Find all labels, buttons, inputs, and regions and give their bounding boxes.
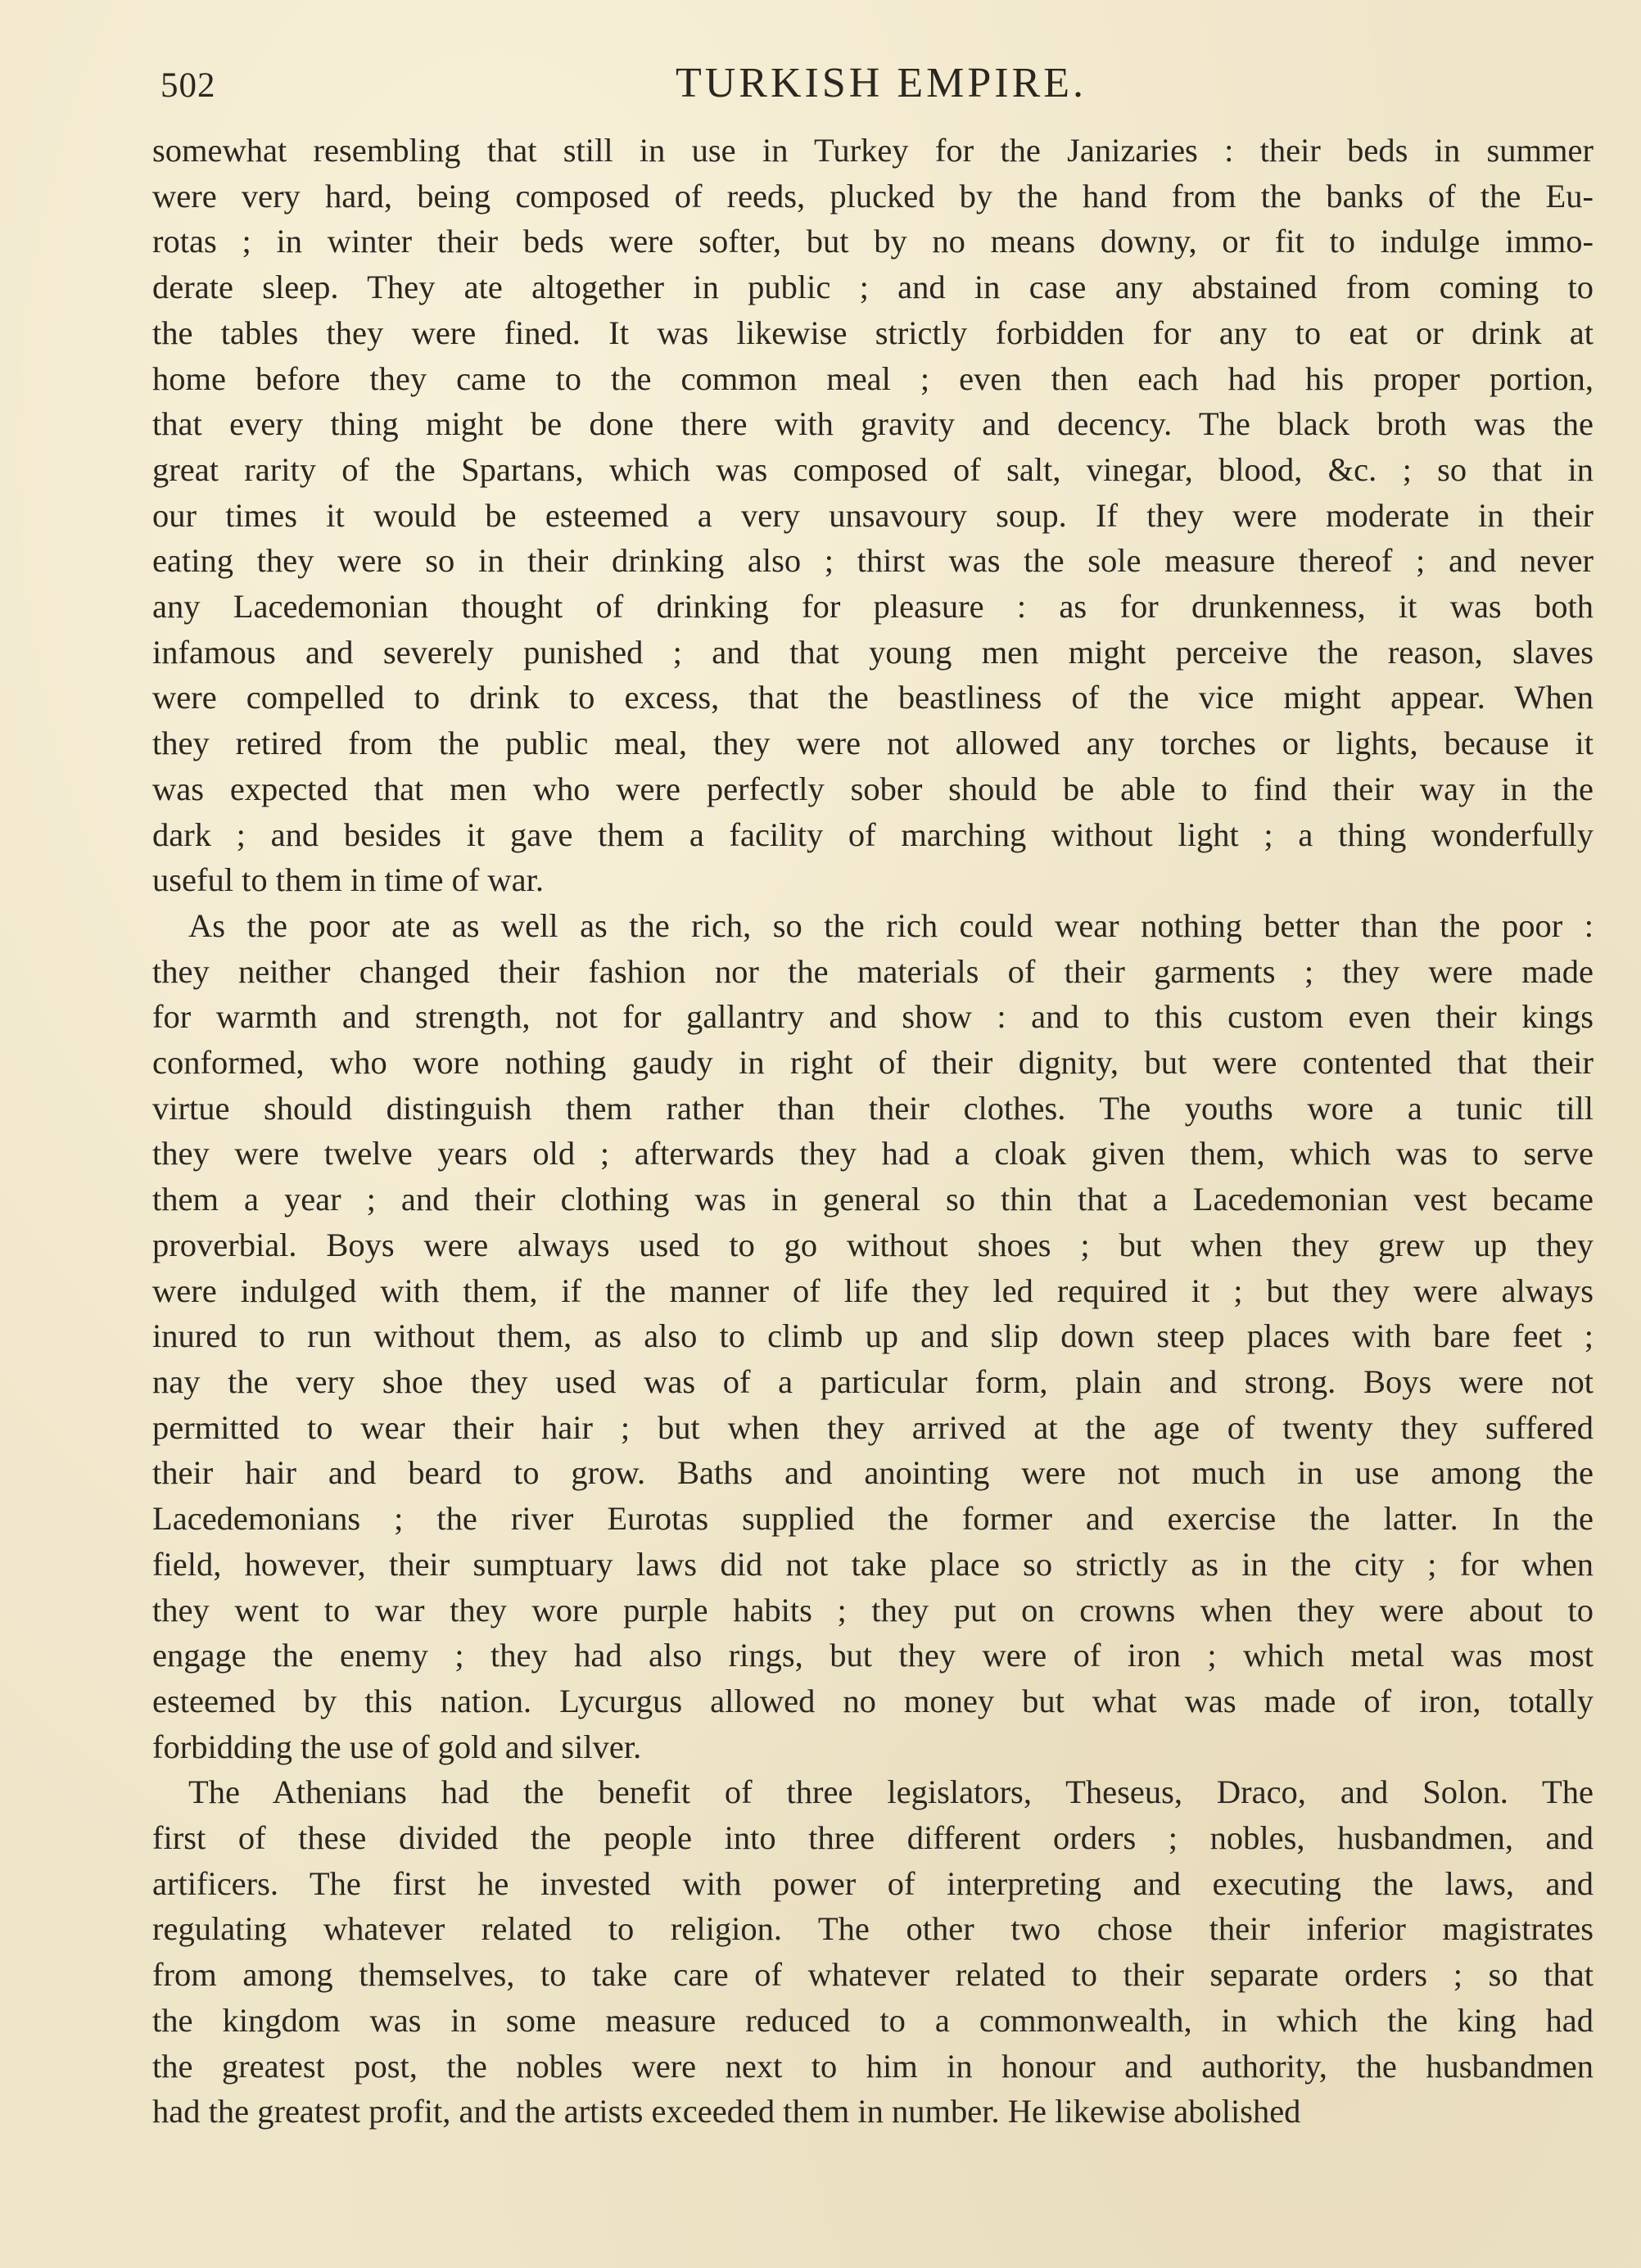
text-line: was expected that men who were perfectly sober should be able to find their way in the <box>152 770 1594 807</box>
paragraph <box>152 1769 1594 2135</box>
text-line: our times it would be esteemed a very unsavoury soup. If they were moderate in their <box>152 496 1594 534</box>
text-line: were indulged with them, if the manner of life they led required it ; but they were always <box>152 1272 1594 1309</box>
text-line: engage the enemy ; they had also rings, but they were of iron ; which metal was most <box>152 1637 1594 1674</box>
text-line: forbidding the use of gold and silver. <box>152 1728 642 1765</box>
text-line: As the poor ate as well as the rich, so the rich could wear nothing better than the poor : <box>188 906 1594 944</box>
text-line: had the greatest profit, and the artists exceeded them in number. He likewise abolished <box>152 2093 1301 2130</box>
text-line: useful to them in time of war. <box>152 861 545 899</box>
text-line: field, however, their sumptuary laws did not take place so strictly as in the city ; for when <box>152 1545 1594 1583</box>
text-line: they were twelve years old ; afterwards they had a cloak given them, which was to serve <box>152 1135 1594 1172</box>
paragraph <box>152 903 1594 1769</box>
text-line: somewhat resembling that still in use in Turkey for the Janizaries : their beds in summer <box>152 132 1594 169</box>
text-line: conformed, who wore nothing gaudy in right of their dignity, but were contented that their <box>152 1044 1594 1082</box>
text-line: that every thing might be done there with gravity and decency. The black broth was the <box>152 405 1594 443</box>
text-line: proverbial. Boys were always used to go without shoes ; but when they grew up they <box>152 1226 1594 1263</box>
text-line: were compelled to drink to excess, that the beastliness of the vice might appear. When <box>152 679 1594 716</box>
text-line: permitted to wear their hair ; but when they arrived at the age of twenty they suffered <box>152 1408 1594 1446</box>
text-line: their hair and beard to grow. Baths and anointing were not much in use among the <box>152 1454 1594 1492</box>
text-line: the kingdom was in some measure reduced to a commonwealth, in which the king had <box>152 2001 1594 2039</box>
running-title: TURKISH EMPIRE. <box>675 60 1087 106</box>
paragraph <box>152 128 1594 903</box>
text-line: eating they were so in their drinking also ; thirst was the sole measure thereof ; and never <box>152 542 1594 580</box>
text-line: them a year ; and their clothing was in general so thin that a Lacedemonian vest became <box>152 1181 1594 1218</box>
text-line: for warmth and strength, not for gallantry and show : and to this custom even their kings <box>152 998 1594 1036</box>
text-line: nay the very shoe they used was of a particular form, plain and strong. Boys were not <box>152 1362 1594 1400</box>
text-line: regulating whatever related to religion. The other two chose their inferior magistrates <box>152 1910 1594 1948</box>
text-line: Lacedemonians ; the river Eurotas supplied the former and exercise the latter. In the <box>152 1500 1594 1538</box>
text-line: any Lacedemonian thought of drinking for pleasure : as for drunkenness, it was both <box>152 588 1594 626</box>
text-line: they retired from the public meal, they were not allowed any torches or lights, because it <box>152 725 1594 762</box>
text-line: rotas ; in winter their beds were softer, but by no means downy, or fit to indulge immo- <box>152 223 1594 260</box>
page-number: 502 <box>160 66 216 105</box>
text-line: great rarity of the Spartans, which was composed of salt, vinegar, blood, &c. ; so that in <box>152 450 1594 488</box>
text-line: home before they came to the common meal ; even then each had his proper portion, <box>152 359 1594 397</box>
text-line: dark ; and besides it gave them a facility of marching without light ; a thing wonderfully <box>152 815 1594 853</box>
text-line: infamous and severely punished ; and that young men might perceive the reason, slaves <box>152 633 1594 671</box>
text-line: from among themselves, to take care of whatever related to their separate orders ; so that <box>152 1956 1594 1994</box>
running-head <box>160 59 1602 124</box>
text-line: artificers. The first he invested with power of interpreting and executing the laws, and <box>152 1864 1594 1902</box>
text-line: the greatest post, the nobles were next to him in honour and authority, the husbandmen <box>152 2047 1594 2085</box>
text-line: esteemed by this nation. Lycurgus allowed no money but what was made of iron, totally <box>152 1682 1594 1719</box>
text-line: derate sleep. They ate altogether in public ; and in case any abstained from coming to <box>152 269 1594 306</box>
text-line: were very hard, being composed of reeds, plucked by the hand from the banks of the Eu- <box>152 177 1594 215</box>
text-line: virtue should distinguish them rather than their clothes. The youths wore a tunic till <box>152 1089 1594 1127</box>
text-line: they neither changed their fashion nor the materials of their garments ; they were made <box>152 952 1594 990</box>
text-line: first of these divided the people into three different orders ; nobles, husbandmen, and <box>152 1819 1594 1857</box>
text-line: they went to war they wore purple habits ; they put on crowns when they were about to <box>152 1591 1594 1629</box>
body-text <box>152 128 1594 2135</box>
text-line: the tables they were fined. It was likewise strictly forbidden for any to eat or drink at <box>152 314 1594 351</box>
text-line: The Athenians had the benefit of three legislators, Theseus, Draco, and Solon. The <box>188 1773 1594 1811</box>
text-line: inured to run without them, as also to climb up and slip down steep places with bare feet ; <box>152 1317 1594 1355</box>
